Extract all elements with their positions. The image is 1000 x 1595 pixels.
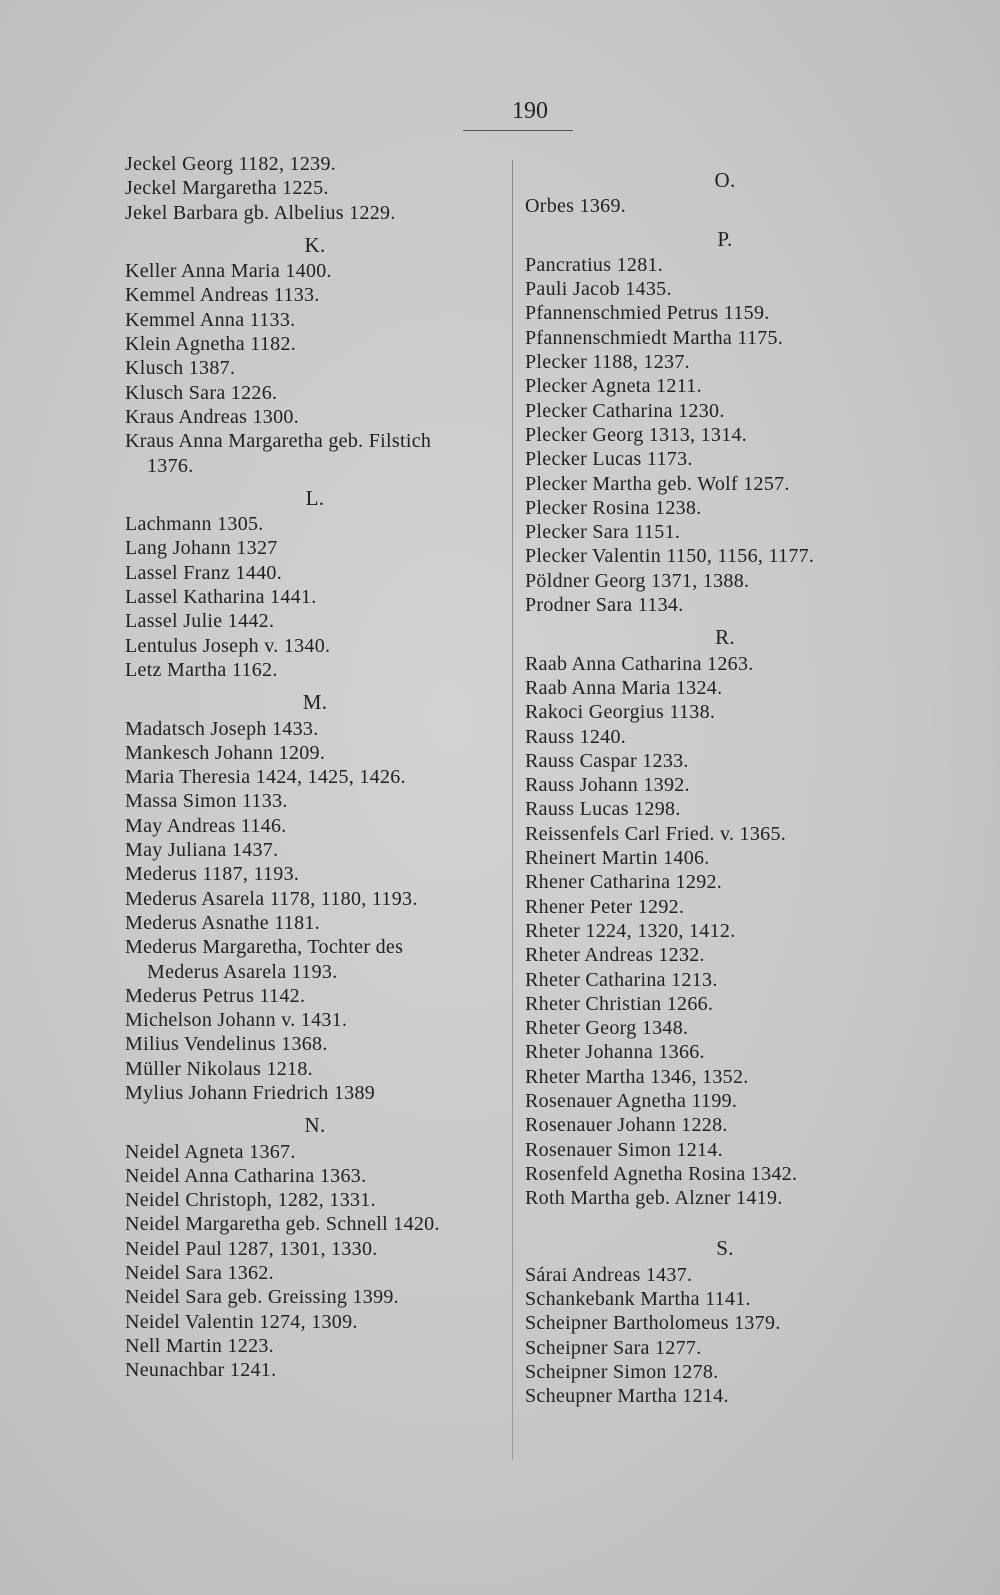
index-entry: Pöldner Georg 1371, 1388. (525, 569, 750, 592)
index-entry-continuation: Mederus Asarela 1193. (147, 960, 338, 983)
index-entry: Kraus Anna Margaretha geb. Filstich (125, 430, 432, 453)
index-entry: Lentulus Joseph v. 1340. (125, 634, 331, 657)
index-entry: Neidel Sara geb. Greissing 1399. (125, 1286, 399, 1309)
section-letter-r: R. (715, 625, 735, 650)
section-letter-n: N. (304, 1113, 326, 1138)
index-entry: Sárai Andreas 1437. (525, 1263, 693, 1286)
index-entry: Roth Martha geb. Alzner 1419. (525, 1187, 783, 1210)
index-entry: Lassel Katharina 1441. (125, 586, 317, 609)
index-entry: Michelson Johann v. 1431. (125, 1009, 348, 1032)
index-entry: Milius Vendelinus 1368. (125, 1033, 328, 1056)
index-entry: Plecker Valentin 1150, 1156, 1177. (525, 545, 815, 568)
index-entry: Rheter Catharina 1213. (525, 968, 718, 991)
index-entry: Rosenauer Johann 1228. (525, 1114, 728, 1137)
index-entry: Mylius Johann Friedrich 1389 (125, 1081, 376, 1104)
index-entry: Rheter Andreas 1232. (525, 944, 705, 967)
index-entry: Madatsch Joseph 1433. (125, 717, 319, 740)
index-entry: Rosenauer Simon 1214. (525, 1138, 723, 1161)
index-entry: Rauss 1240. (525, 725, 627, 748)
index-entry: Mederus Asarela 1178, 1180, 1193. (125, 887, 418, 910)
index-entry: Rakoci Georgius 1138. (525, 701, 716, 724)
index-entry: Müller Nikolaus 1218. (125, 1057, 313, 1080)
index-entry: Rosenfeld Agnetha Rosina 1342. (525, 1162, 798, 1185)
header-rule (463, 130, 573, 131)
left-column (125, 152, 505, 1383)
index-entry: Pancratius 1281. (525, 253, 664, 276)
index-entry-continuation: 1376. (147, 454, 194, 477)
index-entry: Plecker Lucas 1173. (525, 448, 693, 471)
index-entry: Neidel Christoph, 1282, 1331. (125, 1189, 376, 1212)
index-entry: Raab Anna Maria 1324. (525, 676, 723, 699)
index-entry: Neidel Paul 1287, 1301, 1330. (125, 1237, 378, 1260)
index-entry: Rheter Georg 1348. (525, 1017, 689, 1040)
index-entry: Mankesch Johann 1209. (125, 741, 326, 764)
section-letter-o: O. (714, 168, 736, 192)
index-entry: Neunachbar 1241. (125, 1359, 277, 1382)
index-entry: Mederus 1187, 1193. (125, 863, 300, 886)
index-entry: Mederus Asnathe 1181. (125, 911, 320, 934)
right-column (525, 160, 925, 1409)
index-entry: Kemmel Andreas 1133. (125, 284, 320, 307)
index-entry: Rhener Peter 1292. (525, 895, 685, 918)
index-entry: Maria Theresia 1424, 1425, 1426. (125, 766, 406, 789)
index-entry: Pauli Jacob 1435. (525, 278, 672, 301)
index-entry: Klein Agnetha 1182. (125, 333, 297, 356)
index-entry: Neidel Sara 1362. (125, 1262, 274, 1285)
index-entry: Neidel Margaretha geb. Schnell 1420. (125, 1213, 440, 1236)
index-entry: Scheipner Simon 1278. (525, 1360, 719, 1383)
index-entry: Rauss Johann 1392. (525, 774, 690, 797)
index-entry: Kemmel Anna 1133. (125, 308, 296, 331)
index-entry: Plecker Agneta 1211. (525, 375, 702, 398)
index-entry: Rheter Christian 1266. (525, 992, 714, 1015)
column-divider (512, 160, 513, 1460)
index-entry: Lachmann 1305. (125, 513, 264, 536)
index-entry: Rheter Johanna 1366. (525, 1041, 705, 1064)
index-entry: May Juliana 1437. (125, 839, 279, 862)
index-entry: Rhener Catharina 1292. (525, 871, 723, 894)
index-entry: Plecker Sara 1151. (525, 521, 681, 544)
index-entry: Jekel Barbara gb. Albelius 1229. (125, 201, 396, 224)
index-entry: Massa Simon 1133. (125, 790, 288, 813)
index-entry: Rheter 1224, 1320, 1412. (525, 919, 736, 942)
index-entry: Rosenauer Agnetha 1199. (525, 1089, 738, 1112)
index-entry: Nell Martin 1223. (125, 1334, 274, 1357)
index-entry: Rheinert Martin 1406. (525, 847, 710, 870)
index-entry: Scheupner Martha 1214. (525, 1385, 729, 1408)
index-entry: Scheipner Bartholomeus 1379. (525, 1312, 781, 1335)
index-entry: Rauss Caspar 1233. (525, 749, 689, 772)
index-entry: Mederus Petrus 1142. (125, 984, 306, 1007)
index-entry: Lang Johann 1327 (125, 537, 278, 560)
index-entry: Plecker Martha geb. Wolf 1257. (525, 472, 790, 495)
section-letter-m: M. (302, 690, 328, 715)
section-letter-k: K. (304, 232, 326, 257)
index-entry: Mederus Margaretha, Tochter des (125, 936, 404, 959)
index-entry: Lassel Julie 1442. (125, 610, 275, 633)
index-entry: Pfannenschmiedt Martha 1175. (525, 326, 784, 349)
index-entry: Plecker Catharina 1230. (525, 399, 725, 422)
index-entry: Rheter Martha 1346, 1352. (525, 1065, 749, 1088)
section-letter-s: S. (716, 1236, 734, 1261)
index-entry: Jeckel Margaretha 1225. (125, 177, 329, 200)
index-entry: Raab Anna Catharina 1263. (525, 652, 754, 675)
section-letter-p: P. (717, 226, 733, 251)
section-letter-l: L. (305, 485, 325, 510)
index-entry: Plecker 1188, 1237. (525, 351, 690, 374)
index-entry: Rauss Lucas 1298. (525, 798, 681, 821)
index-entry: Scheipner Sara 1277. (525, 1336, 702, 1359)
index-entry: Jeckel Georg 1182, 1239. (125, 153, 337, 175)
index-entry: Lassel Franz 1440. (125, 561, 283, 584)
index-entry: Neidel Anna Catharina 1363. (125, 1164, 367, 1187)
page-number: 190 (512, 98, 548, 124)
index-entry: Kraus Andreas 1300. (125, 405, 300, 428)
index-entry: May Andreas 1146. (125, 814, 287, 837)
index-entry: Prodner Sara 1134. (525, 594, 684, 617)
index-entry: Orbes 1369. (525, 195, 627, 218)
index-entry: Schankebank Martha 1141. (525, 1288, 751, 1311)
index-entry: Klusch 1387. (125, 357, 236, 380)
index-entry: Klusch Sara 1226. (125, 381, 278, 404)
index-entry: Neidel Agneta 1367. (125, 1140, 296, 1163)
index-entry: Plecker Rosina 1238. (525, 496, 702, 519)
index-entry: Pfannenschmied Petrus 1159. (525, 302, 770, 325)
index-entry: Plecker Georg 1313, 1314. (525, 423, 748, 446)
index-entry: Neidel Valentin 1274, 1309. (125, 1310, 358, 1333)
index-entry: Reissenfels Carl Fried. v. 1365. (525, 822, 787, 845)
index-entry: Keller Anna Maria 1400. (125, 260, 332, 283)
index-entry: Letz Martha 1162. (125, 658, 278, 681)
